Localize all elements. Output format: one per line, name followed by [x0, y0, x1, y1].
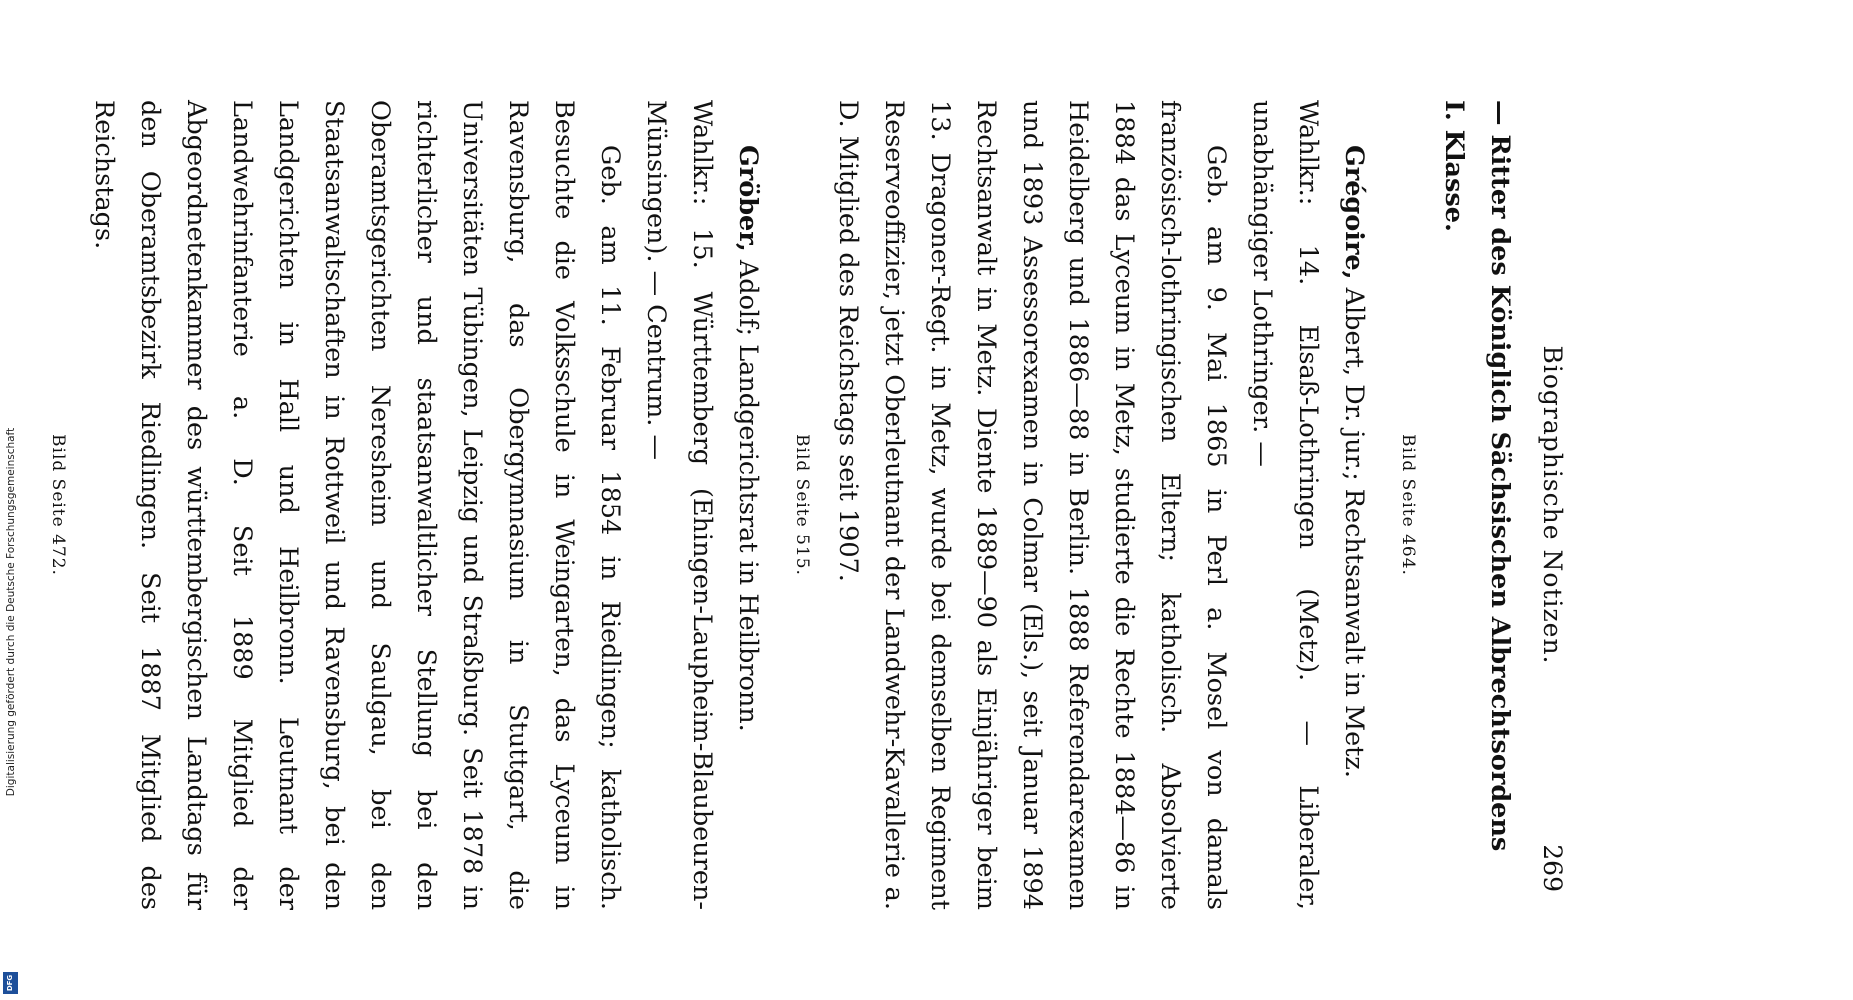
- entry-gregoire-name: Grégoire,: [1339, 145, 1369, 280]
- dfg-credit-text: Digitalisierung gefördert durch die Deutsche Forschungsgemeinschaft: [5, 427, 17, 797]
- entry-gregoire-bio: Geb. am 9. Mai 1865 in Perl a. Mosel von damals französisch-lothringischen Eltern; katholisch. Absolvierte 1884 das Lyceum in Metz, studierte die Rechte 1884—86 in Heidelberg und 1886—88 in Berlin. 1888 Referendarexamen und 1893 Assessorexamen in Colmar (Els.), seit Januar 1894 Rechtsanwalt in Metz. Diente 1889—90 als Einjähriger beim 13. Dragoner-Regt. in Metz, wurde bei demselben Regiment Reserveoffizier, jetzt Oberleutnant der Landwehr-Kavallerie a. D. Mitglied des Reichstags seit 1907.: [833, 100, 1231, 910]
- side-credit-strip: [0, 0, 22, 1000]
- entry-groeber-wahlkreis: Wahlkr.: 15. Württemberg (Ehingen-Laupheim-Blaubeuren-Münsingen). — Centrum. —: [641, 100, 717, 910]
- intro-line-1: — Ritter des Königlich Sächsischen Albrechtsordens: [1485, 100, 1515, 852]
- page-header: [1523, 100, 1575, 910]
- dfg-logo: DFG: [3, 972, 18, 994]
- scanned-page: [48, 100, 1575, 910]
- bild-reference-2: Bild Seite 515.: [792, 434, 812, 576]
- running-head: Biographische Notizen.: [1538, 345, 1567, 665]
- bild-reference-3: Bild Seite 472.: [48, 434, 68, 576]
- entry-groeber-title: Adolf; Landgerichtsrat in Heilbronn.: [733, 259, 763, 732]
- bild-reference-1: Bild Seite 464.: [1398, 434, 1418, 576]
- entry-groeber-bio: Geb. am 11. Februar 1854 in Riedlingen; katholisch. Besuchte die Volksschule in Weingarten, das Lyceum in Ravensburg, das Obergymnasium in Stuttgart, die Universitäten Tübingen, Leipzig und Straßburg. Seit 1878 in richterlicher und staatsanwaltlicher Stellung bei den Oberamtsgerichten Neresheim und Saulgau, bei den Staatsanwaltschaften in Rottweil und Ravensburg, bei den Landgerichten in Hall und Heilbronn. Leutnant der Landwehrinfanterie a. D. Seit 1889 Mitglied der Abgeordnetenkammer des württembergischen Landtags für den Oberamtsbezirk Riedlingen. Seit 1887 Mitglied des Reichstags.: [89, 100, 625, 910]
- entry-groeber-heading: [725, 100, 771, 910]
- entry-gregoire-title: Albert, Dr. jur.; Rechtsanwalt in Metz.: [1339, 287, 1369, 778]
- entry-gregoire-heading: [1331, 100, 1377, 910]
- scanned-page-viewport: [48, 55, 1640, 955]
- entry-gregoire-wahlkreis: Wahlkr.: 14. Elsaß-Lothringen (Metz). — Liberaler, unabhängiger Lothringer. —: [1247, 100, 1323, 910]
- intro-line-2: I. Klasse.: [1439, 100, 1469, 232]
- entry-groeber-name: Gröber,: [733, 145, 763, 252]
- page-number: 269: [1538, 844, 1567, 892]
